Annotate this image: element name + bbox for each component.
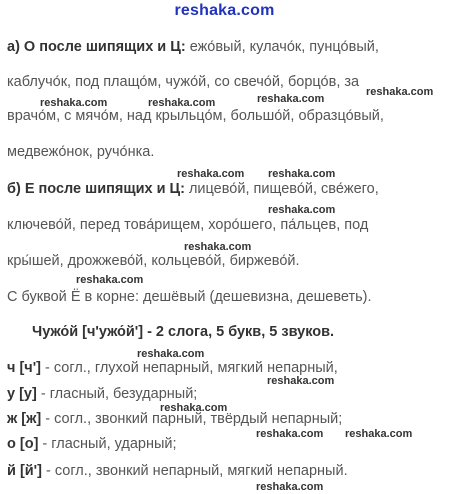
phonetic-letter: й [й'] <box>7 463 42 479</box>
phonetic-row <box>7 462 348 480</box>
watermark: reshaka.com <box>76 274 144 286</box>
watermark: reshaka.com <box>366 86 434 98</box>
watermark: reshaka.com <box>256 428 324 440</box>
phonetic-desc: - согл., звонкий непарный, мягкий непарный. <box>41 463 348 479</box>
watermark: reshaka.com <box>160 402 228 414</box>
phonetic-letter: ч [ч'] <box>7 360 41 376</box>
phonetic-letter: у [у] <box>7 386 37 402</box>
phonetic-desc: - согл., звонкий парный, твёрдый непарный; <box>41 411 343 427</box>
watermark: reshaka.com <box>267 375 335 387</box>
phonetic-desc: - согл., глухой непарный, мягкий непарный, <box>40 360 338 376</box>
phonetic-row <box>7 385 197 403</box>
section-a-line-4: медвежо́нок, ручо́нка. <box>7 144 155 160</box>
phonetic-desc: - гласный, безударный; <box>36 386 198 402</box>
section-b-line-3: кры́шей, дрожжево́й, кольцево́й, биржево́й. <box>7 253 300 269</box>
section-a-line-3: врачо́м, с мячо́м, над крыльцо́м, большо́й, образцо́вый, <box>7 108 384 124</box>
watermark: reshaka.com <box>257 93 325 105</box>
section-b-words-1: лицево́й, пищево́й, све́жего, <box>188 181 379 197</box>
section-a-line-1 <box>7 38 379 56</box>
section-b-title: б) Е после шипящих и Ц: <box>7 181 185 197</box>
watermark: reshaka.com <box>40 97 108 109</box>
word-header <box>32 323 334 341</box>
section-a-line-2: каблучо́к, под плащо́м, чужо́й, со свечо́й, борцо́в, за <box>7 74 360 90</box>
section-a-title: а) О после шипящих и Ц: <box>7 39 186 55</box>
phonetic-letter: о [о] <box>7 436 39 452</box>
watermark: reshaka.com <box>256 481 324 493</box>
watermark: reshaka.com <box>268 168 336 180</box>
watermark: reshaka.com <box>345 428 413 440</box>
root-line: С буквой Ё в корне: дешёвый (дешевизна, дешеветь). <box>7 289 372 305</box>
site-title: reshaka.com <box>174 2 275 19</box>
watermark: reshaka.com <box>137 348 205 360</box>
phonetic-row <box>7 435 177 453</box>
watermark: reshaka.com <box>148 97 216 109</box>
watermark: reshaka.com <box>177 168 245 180</box>
watermark: reshaka.com <box>268 204 336 216</box>
watermark: reshaka.com <box>184 241 252 253</box>
phonetic-letter: ж [ж] <box>7 411 42 427</box>
word-header-text: Чужо́й [ч'ужо́й'] - 2 слога, 5 букв, 5 звуков. <box>32 324 335 340</box>
section-b-line-1 <box>7 180 379 198</box>
section-a-words-1: ежо́вый, кулачо́к, пунцо́вый, <box>189 39 379 55</box>
phonetic-desc: - гласный, ударный; <box>38 436 177 452</box>
section-b-line-2: ключево́й, перед това́рищем, хоро́шего, па́льцев, под <box>7 217 369 233</box>
